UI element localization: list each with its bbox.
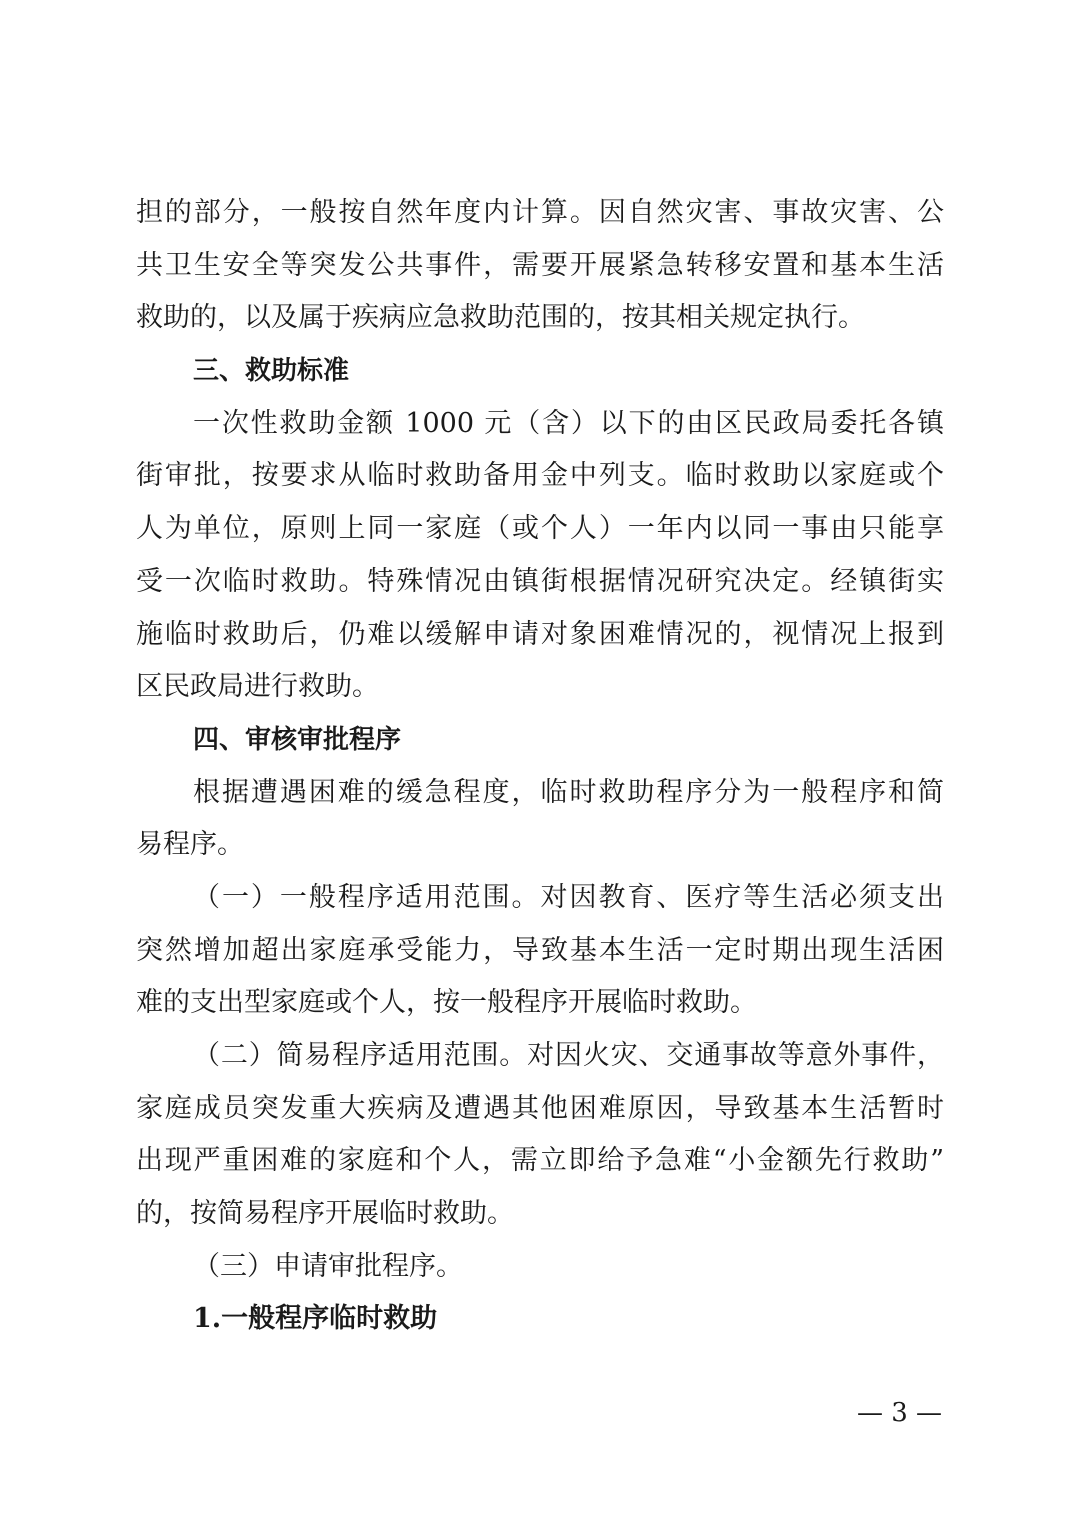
- text-line: 突然增加超出家庭承受能力，导致基本生活一定时期出现生活困: [136, 934, 944, 966]
- text-line: 家庭成员突发重大疾病及遭遇其他困难原因，导致基本生活暂时: [136, 1092, 944, 1124]
- text-line: 施临时救助后，仍难以缓解申请对象困难情况的，视情况上报到: [136, 618, 944, 650]
- text-line: 根据遭遇困难的缓急程度，临时救助程序分为一般程序和简: [193, 776, 944, 808]
- text-line: 共卫生安全等突发公共事件，需要开展紧急转移安置和基本生活: [136, 249, 944, 281]
- document-body: [136, 187, 944, 1346]
- paragraph-general-procedure-scope: [136, 872, 944, 1030]
- paragraph-relief-standard: [136, 398, 944, 714]
- text-line: 的，按简易程序开展临时救助。: [136, 1198, 514, 1230]
- text-line: 受一次临时救助。特殊情况由镇街根据情况研究决定。经镇街实: [136, 565, 944, 597]
- text-line: 救助的，以及属于疾病应急救助范围的，按其相关规定执行。: [136, 302, 865, 334]
- subsection-heading-general-procedure: 1.一般程序临时救助: [193, 1303, 438, 1335]
- text-line: 易程序。: [136, 829, 244, 861]
- paragraph-continuation: [136, 187, 944, 345]
- paragraph-application-procedure: （三）申请审批程序。: [193, 1250, 463, 1282]
- section-heading-relief-standard: 三、救助标准: [193, 356, 350, 387]
- paragraph-procedure-types: [136, 767, 944, 872]
- text-line: 难的支出型家庭或个人，按一般程序开展临时救助。: [136, 987, 757, 1019]
- text-line: （一）一般程序适用范围。对因教育、医疗等生活必须支出: [193, 881, 944, 913]
- text-line: 人为单位，原则上同一家庭（或个人）一年内以同一事由只能享: [136, 513, 944, 545]
- text-line: （二）简易程序适用范围。对因火灾、交通事故等意外事件，: [193, 1040, 944, 1071]
- text-line: 出现严重困难的家庭和个人，需立即给予急难“小金额先行救助”: [136, 1145, 944, 1177]
- section-heading-review-procedure: 四、审核审批程序: [193, 724, 402, 755]
- text-line: 一次性救助金额 1000 元（含）以下的由区民政局委托各镇: [193, 407, 944, 439]
- text-line: 街审批，按要求从临时救助备用金中列支。临时救助以家庭或个: [136, 460, 944, 492]
- paragraph-simple-procedure-scope: [136, 1030, 944, 1241]
- text-line: 区民政局进行救助。: [136, 671, 379, 703]
- page-number: — 3 —: [856, 1398, 943, 1428]
- text-line: 担的部分，一般按自然年度内计算。因自然灾害、事故灾害、公: [136, 197, 944, 228]
